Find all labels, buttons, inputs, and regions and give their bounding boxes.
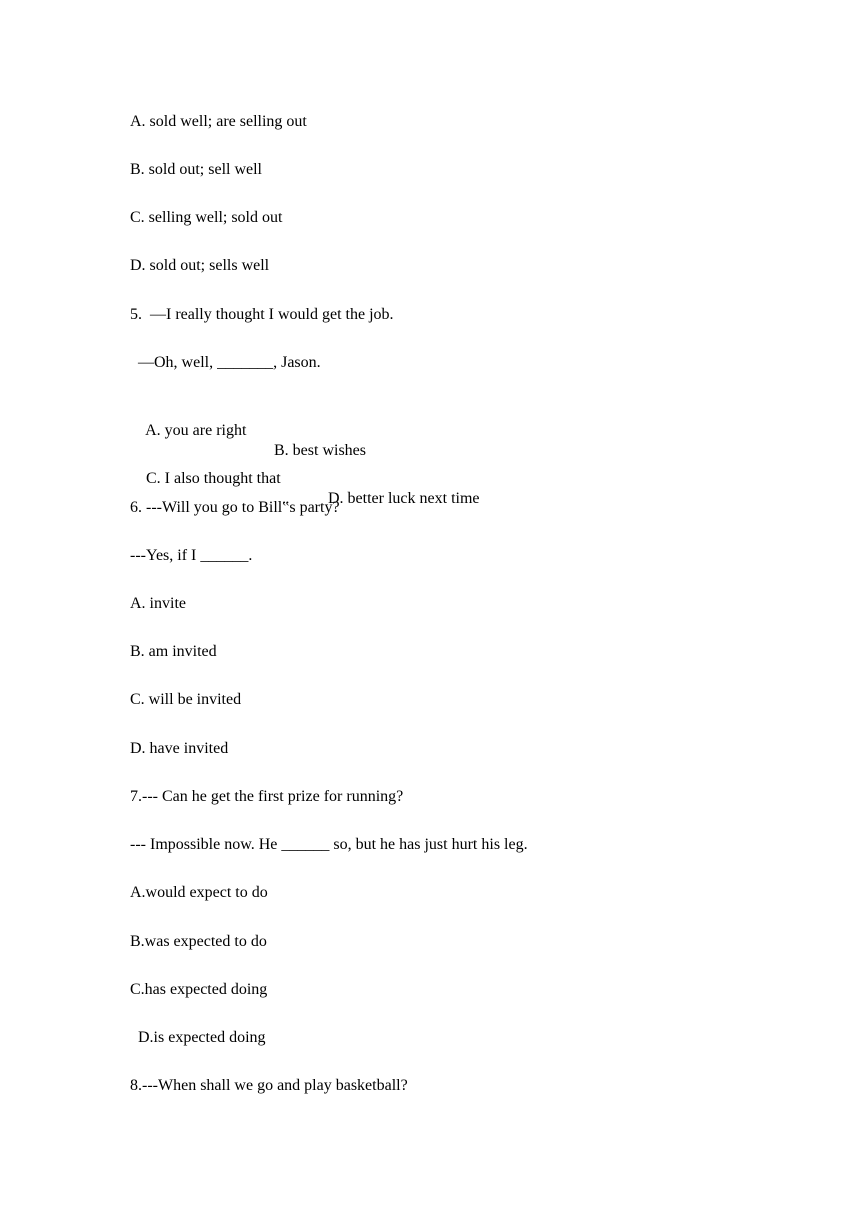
q7-reply: --- Impossible now. He ______ so, but he has just hurt his leg. — [130, 836, 528, 853]
q6-option-c: C. will be invited — [130, 691, 242, 708]
q4-option-c: C. selling well; sold out — [130, 209, 283, 226]
q4-option-b: B. sold out; sell well — [130, 161, 262, 178]
q5-option-a: A. you are right — [145, 422, 247, 439]
q6-stem: 6. ---Will you go to Bill‟s party? — [130, 499, 340, 516]
q6-option-d: D. have invited — [130, 740, 229, 757]
q6-option-b: B. am invited — [130, 643, 217, 660]
q5-option-b: B. best wishes — [274, 442, 366, 459]
q4-option-d: D. sold out; sells well — [130, 257, 270, 274]
q7-option-c: C.has expected doing — [130, 981, 268, 998]
q5-stem: 5. —I really thought I would get the job. — [130, 306, 394, 323]
q7-option-b: B.was expected to do — [130, 933, 267, 950]
q7-option-a: A.would expect to do — [130, 884, 268, 901]
q7-option-d: D.is expected doing — [130, 1029, 266, 1046]
q4-option-a: A. sold well; are selling out — [130, 113, 307, 130]
q5-option-c: C. I also thought that — [146, 470, 281, 487]
q6-option-a: A. invite — [130, 595, 186, 612]
q5-option-d: D. better luck next time — [328, 490, 480, 507]
q8-stem: 8.---When shall we go and play basketball? — [130, 1077, 408, 1094]
q6-reply: ---Yes, if I ______. — [130, 547, 253, 564]
q5-reply: —Oh, well, _______, Jason. — [130, 354, 321, 371]
q7-stem: 7.--- Can he get the first prize for running? — [130, 788, 404, 805]
